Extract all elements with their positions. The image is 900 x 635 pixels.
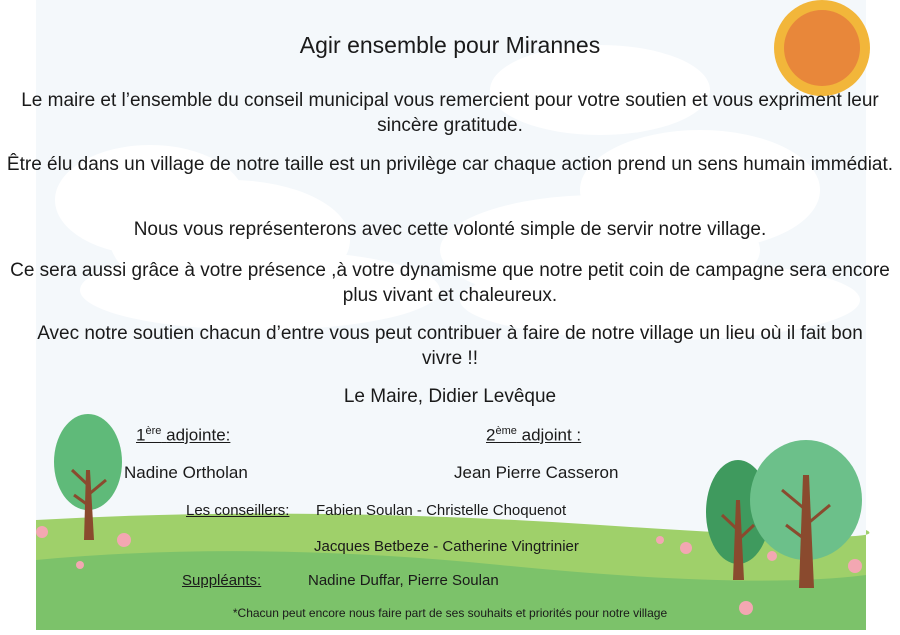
mayor-signature: Le Maire, Didier Levêque (343, 386, 557, 407)
document-title: Agir ensemble pour Mirannes (299, 32, 601, 58)
first-deputy-ordinal: 1 (136, 425, 146, 445)
first-deputy-label: adjointe: (166, 425, 231, 445)
footnote: *Chacun peut encore nous faire part de ses souhaits et priorités pour notre village (232, 606, 668, 620)
councillors-line-1: Fabien Soulan - Christelle Choquenot (316, 502, 567, 519)
paragraph-commitment: Nous vous représenterons avec cette volonté simple de servir notre village. (133, 219, 767, 240)
second-deputy-heading (486, 425, 581, 446)
second-deputy-ordinal-suffix: ème (495, 425, 517, 437)
second-deputy-ordinal: 2 (486, 425, 496, 445)
second-deputy-name: Jean Pierre Casseron (454, 463, 619, 482)
second-deputy-label: adjoint : (521, 425, 582, 445)
first-deputy-heading (136, 425, 230, 446)
paragraph-presence: Ce sera aussi grâce à votre présence ,à votre dynamisme que notre petit coin de campagne sera encore plus vivant et chaleureux. (10, 260, 890, 306)
substitutes-names: Nadine Duffar, Pierre Soulan (308, 572, 499, 589)
councillors-label: Les conseillers: (186, 502, 290, 519)
first-deputy-ordinal-suffix: ère (145, 425, 162, 437)
paragraph-privilege: Être élu dans un village de notre taille est un privilège car chaque action prend un sens humain immédiat. (6, 154, 894, 175)
paragraph-support: Avec notre soutien chacun d’entre vous peut contribuer à faire de notre village un lieu où il fait bon vivre !! (37, 323, 863, 369)
paragraph-thanks: Le maire et l’ensemble du conseil municipal vous remercient pour votre soutien et vous expriment leur sincère gratitude. (21, 90, 879, 136)
substitutes-label: Suppléants: (182, 572, 262, 589)
councillors-line-2: Jacques Betbeze - Catherine Vingtrinier (314, 538, 579, 555)
first-deputy-name: Nadine Ortholan (124, 463, 248, 482)
